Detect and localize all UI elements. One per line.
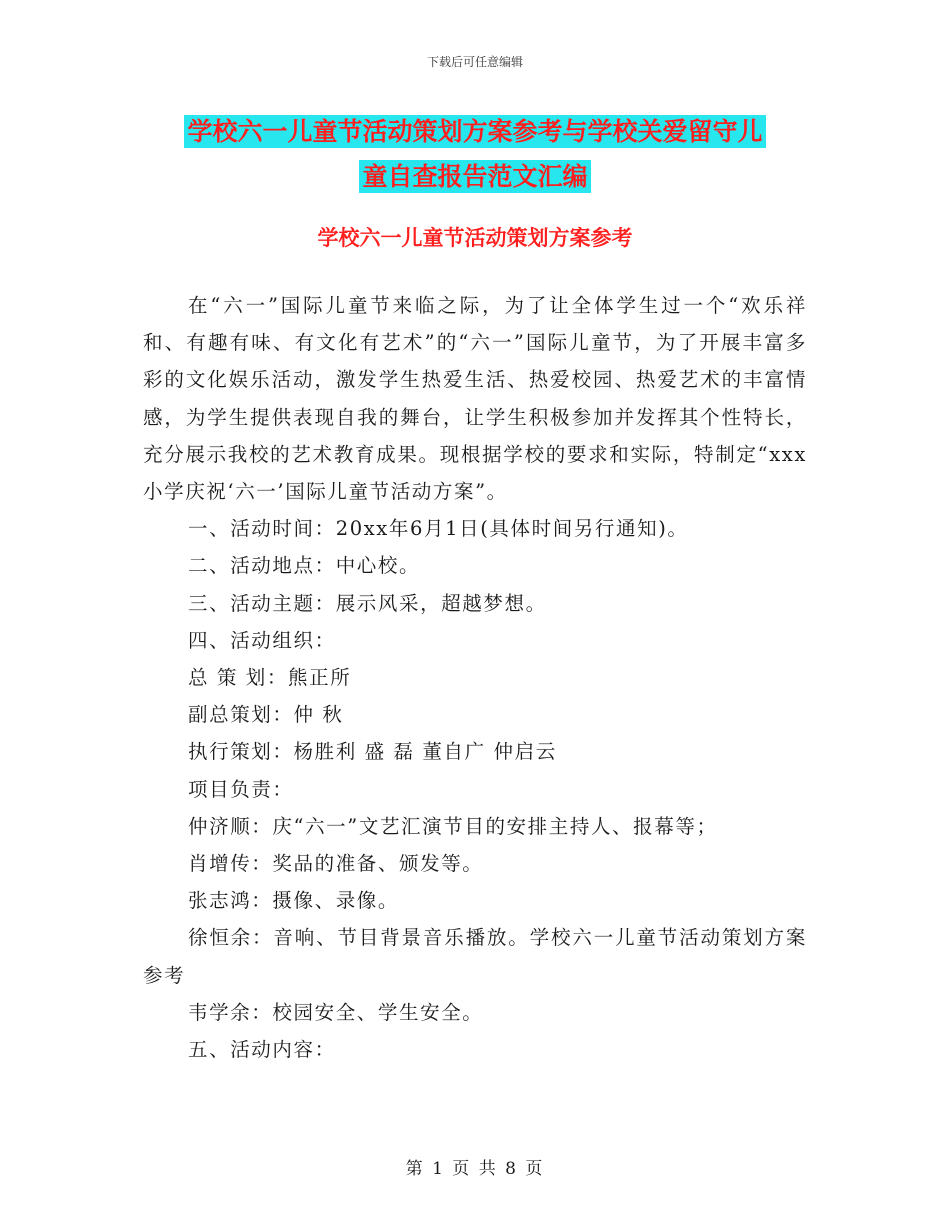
document-title-line-2-text: 童自查报告范文汇编 xyxy=(359,160,590,193)
intro-paragraph: 在“六一”国际儿童节来临之际，为了让全体学生过一个“欢乐祥和、有趣有味、有文化有艺术”的“六一”国际儿童节，为了开展丰富多彩的文化娱乐活动，激发学生热爱生活、热爱校园、热爱艺术的丰富情感，为学生提供表现自我的舞台，让学生积极参加并发挥其个性特长，充分展示我校的艺术教育成果。现根据学校的要求和实际，特制定“xxx小学庆祝‘六一’国际儿童节活动方案”。 xyxy=(143,294,807,504)
paragraph-activity-theme: 三、活动主题：展示风采，超越梦想。 xyxy=(188,591,547,615)
document-title-line-1 xyxy=(0,112,950,148)
document-title-line-2 xyxy=(0,157,950,193)
paragraph-lead-video: 张志鸿：摄像、录像。 xyxy=(188,889,400,913)
paragraph-lead-safety: 韦学余：校园安全、学生安全。 xyxy=(188,1000,484,1024)
paragraph-chief-planner: 总 策 划：熊正所 xyxy=(188,666,352,690)
document-body xyxy=(143,287,807,1068)
document-title-line-1-text: 学校六一儿童节活动策划方案参考与学校关爱留守儿 xyxy=(184,115,765,148)
paragraph-lead-prizes: 肖增传：奖品的准备、颁发等。 xyxy=(188,852,484,876)
page-number-footer: 第 1 页 共 8 页 xyxy=(405,1159,545,1179)
paragraph-activity-organization: 四、活动组织： xyxy=(188,628,336,652)
header-note: 下载后可任意编辑 xyxy=(426,55,523,69)
paragraph-lead-program: 仲济顺：庆“六一”文艺汇演节目的安排主持人、报幕等； xyxy=(188,814,718,838)
paragraph-activity-location: 二、活动地点：中心校。 xyxy=(188,554,421,578)
paragraph-activity-time: 一、活动时间：20xx年6月1日(具体时间另行通知)。 xyxy=(188,517,689,541)
paragraph-lead-audio: 徐恒余：音响、节目背景音乐播放。学校六一儿童节活动策划方案参考 xyxy=(143,926,807,987)
paragraph-activity-content: 五、活动内容： xyxy=(188,1038,336,1062)
section-title: 学校六一儿童节活动策划方案参考 xyxy=(317,226,633,250)
paragraph-executive-planners: 执行策划：杨胜利 盛 磊 董自广 仲启云 xyxy=(188,740,557,764)
paragraph-project-leads: 项目负责： xyxy=(188,777,294,801)
paragraph-deputy-planner: 副总策划：仲 秋 xyxy=(188,703,344,727)
